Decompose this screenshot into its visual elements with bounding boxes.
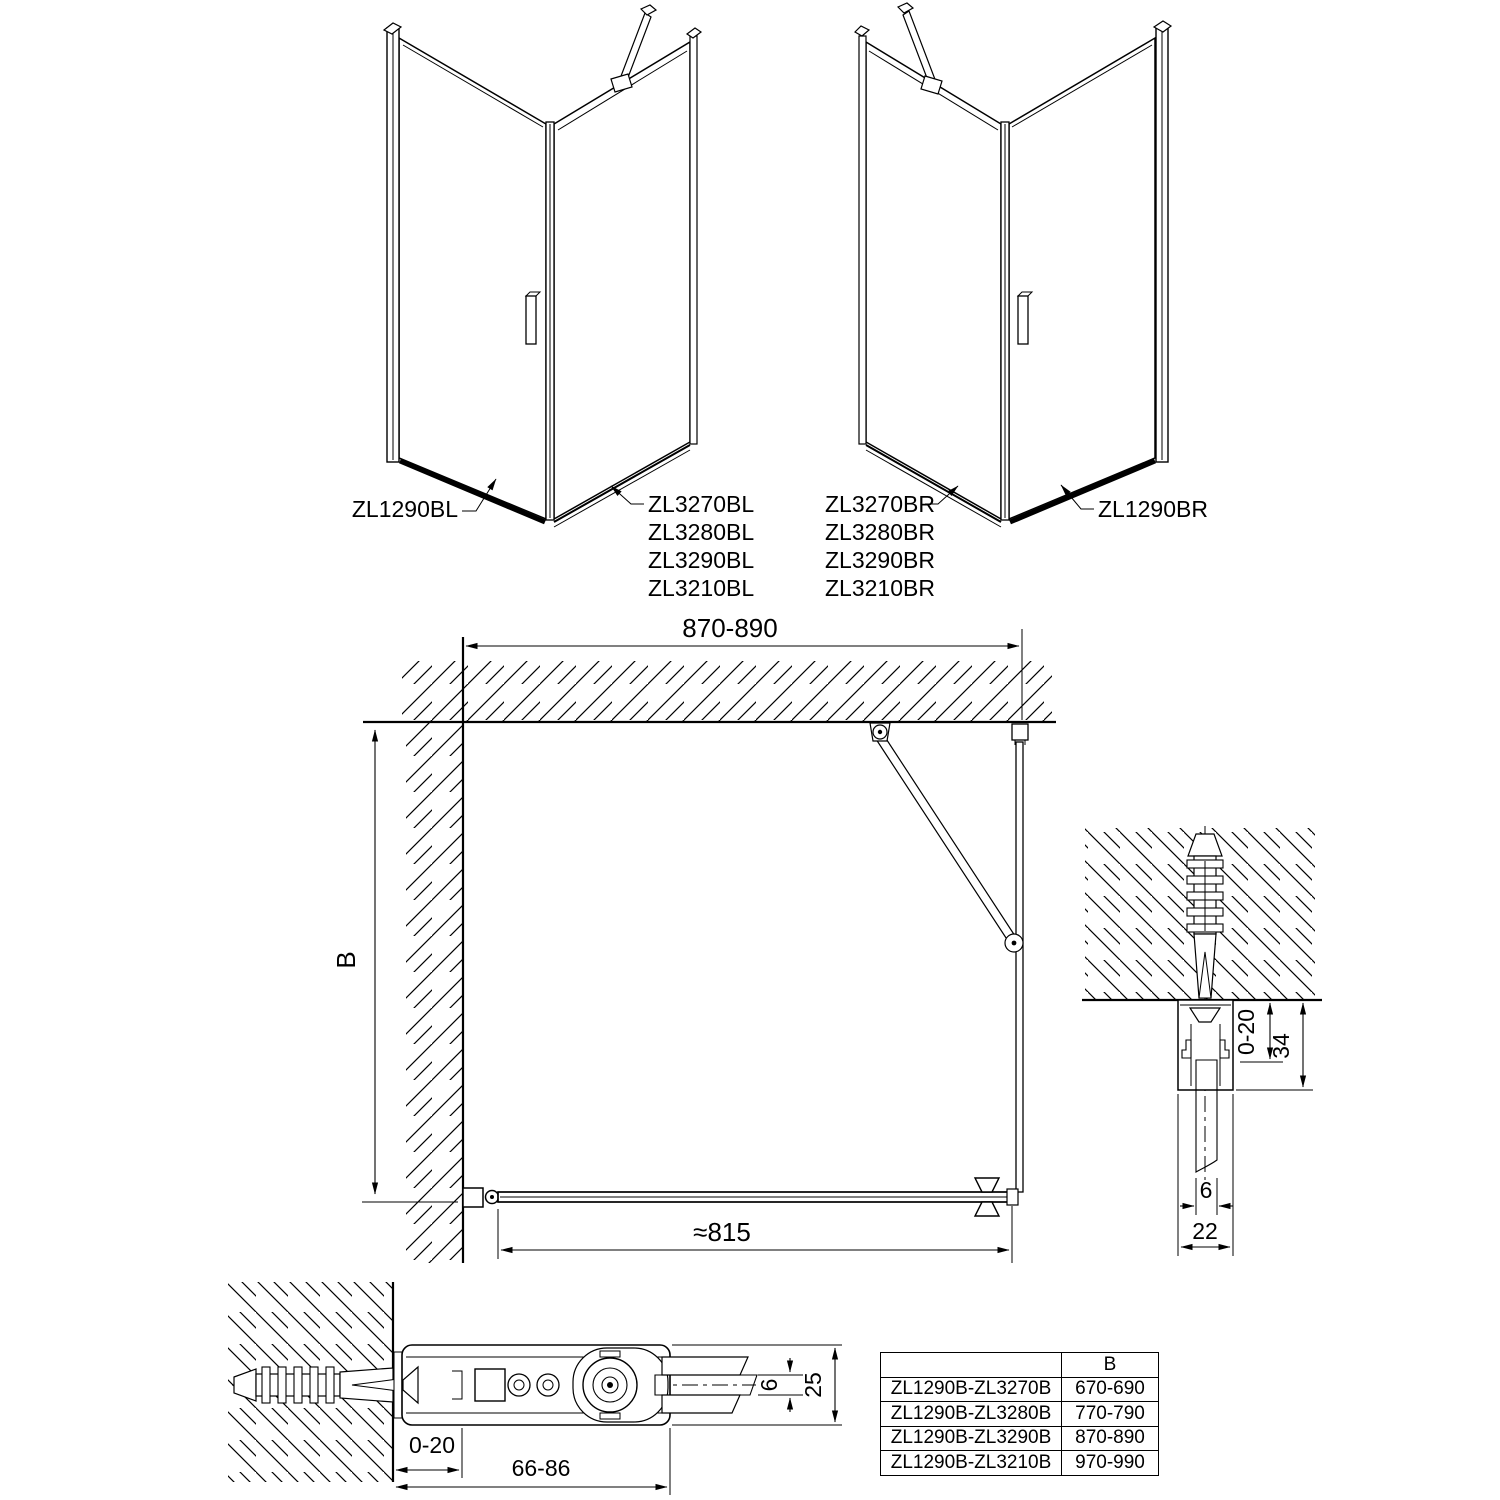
hinge-glass-clamp-bottom [662, 1395, 740, 1413]
left-unit-isometric [384, 5, 701, 527]
hinge-detail-height-dimension: 25 [800, 1372, 826, 1398]
size-table-row [881, 1402, 1159, 1427]
wall-detail-glass-dimension: 6 [1199, 1177, 1213, 1203]
hinge-adjuster-block [475, 1369, 505, 1401]
size-table-cell-model: ZL1290B-ZL3270B [881, 1377, 1062, 1402]
size-table-cell-model: ZL1290B-ZL3290B [881, 1426, 1062, 1451]
left-unit-panel-edge [690, 36, 697, 444]
hinge-glass-clamp-top [662, 1357, 748, 1375]
right-unit-isometric [855, 3, 1171, 527]
plan-wall-block [463, 1188, 483, 1207]
wall-detail-adjust-dimension: 0-20 [1233, 1008, 1259, 1056]
right-unit-side-panel-glass [866, 42, 1001, 519]
hinge-detail-glass-dimension: 6 [756, 1378, 782, 1392]
right-door-model-label: ZL1290BR [1098, 496, 1208, 522]
hinge-detail [228, 1282, 842, 1495]
size-table-header-b: B [1062, 1353, 1159, 1378]
right-unit-door-handle [1018, 296, 1028, 344]
size-table-cell-model: ZL1290B-ZL3210B [881, 1451, 1062, 1476]
plan-door-knob-bottom [975, 1202, 999, 1216]
size-table-row [881, 1377, 1159, 1402]
size-table-cell-b: 670-690 [1062, 1377, 1159, 1402]
plan-support-arm [874, 731, 1017, 944]
right-panel-model-1: ZL3270BR [825, 491, 935, 517]
size-table-cell-model: ZL1290B-ZL3280B [881, 1402, 1062, 1427]
hinge-detail-adjust-dimension: 0-20 [408, 1432, 456, 1458]
wall-profile-detail [1082, 826, 1322, 1256]
hinge-wall-plate [394, 1352, 402, 1418]
left-unit-door-glass [399, 38, 546, 519]
plan-door-knob-top [975, 1178, 999, 1192]
size-table-row [881, 1451, 1159, 1476]
left-panel-leader-line [611, 486, 644, 504]
size-table-cell-b: 770-790 [1062, 1402, 1159, 1427]
plan-fixed-panel [1016, 742, 1023, 1192]
size-table-header-model [881, 1353, 1062, 1378]
right-unit-panel-edge [859, 36, 866, 444]
hinge-detail-length-dimension: 66-86 [511, 1455, 571, 1481]
right-panel-model-3: ZL3290BR [825, 547, 935, 573]
left-unit-door-handle [526, 296, 536, 344]
wall-detail-width-dimension: 22 [1192, 1218, 1218, 1244]
plan-left-wall-hatch [406, 722, 463, 1263]
plan-door-end-cap [1007, 1189, 1018, 1205]
plan-width-dimension: 870-890 [682, 613, 778, 643]
right-unit-door-glass [1009, 38, 1155, 519]
left-panel-model-3: ZL3290BL [648, 547, 755, 573]
left-panel-model-1: ZL3270BL [648, 491, 755, 517]
plan-top-wall-hatch [402, 661, 1052, 722]
right-panel-model-4: ZL3210BR [825, 575, 935, 601]
plan-door-dimension: ≈815 [693, 1217, 751, 1247]
plan-depth-dimension: B [331, 951, 361, 969]
plan-corner-profile [1012, 724, 1028, 740]
left-panel-model-2: ZL3280BL [648, 519, 755, 545]
right-panel-model-2: ZL3280BR [825, 519, 935, 545]
left-panel-model-4: ZL3210BL [648, 575, 755, 601]
left-unit-side-panel-glass [554, 42, 690, 519]
plan-view [331, 613, 1056, 1263]
size-table-row [881, 1426, 1159, 1451]
size-table-header-row [881, 1353, 1159, 1378]
left-door-model-label: ZL1290BL [351, 496, 458, 522]
wall-detail-depth-dimension: 34 [1268, 1033, 1294, 1059]
size-table-cell-b: 970-990 [1062, 1451, 1159, 1476]
size-table-cell-b: 870-890 [1062, 1426, 1159, 1451]
size-table [880, 1352, 1159, 1476]
